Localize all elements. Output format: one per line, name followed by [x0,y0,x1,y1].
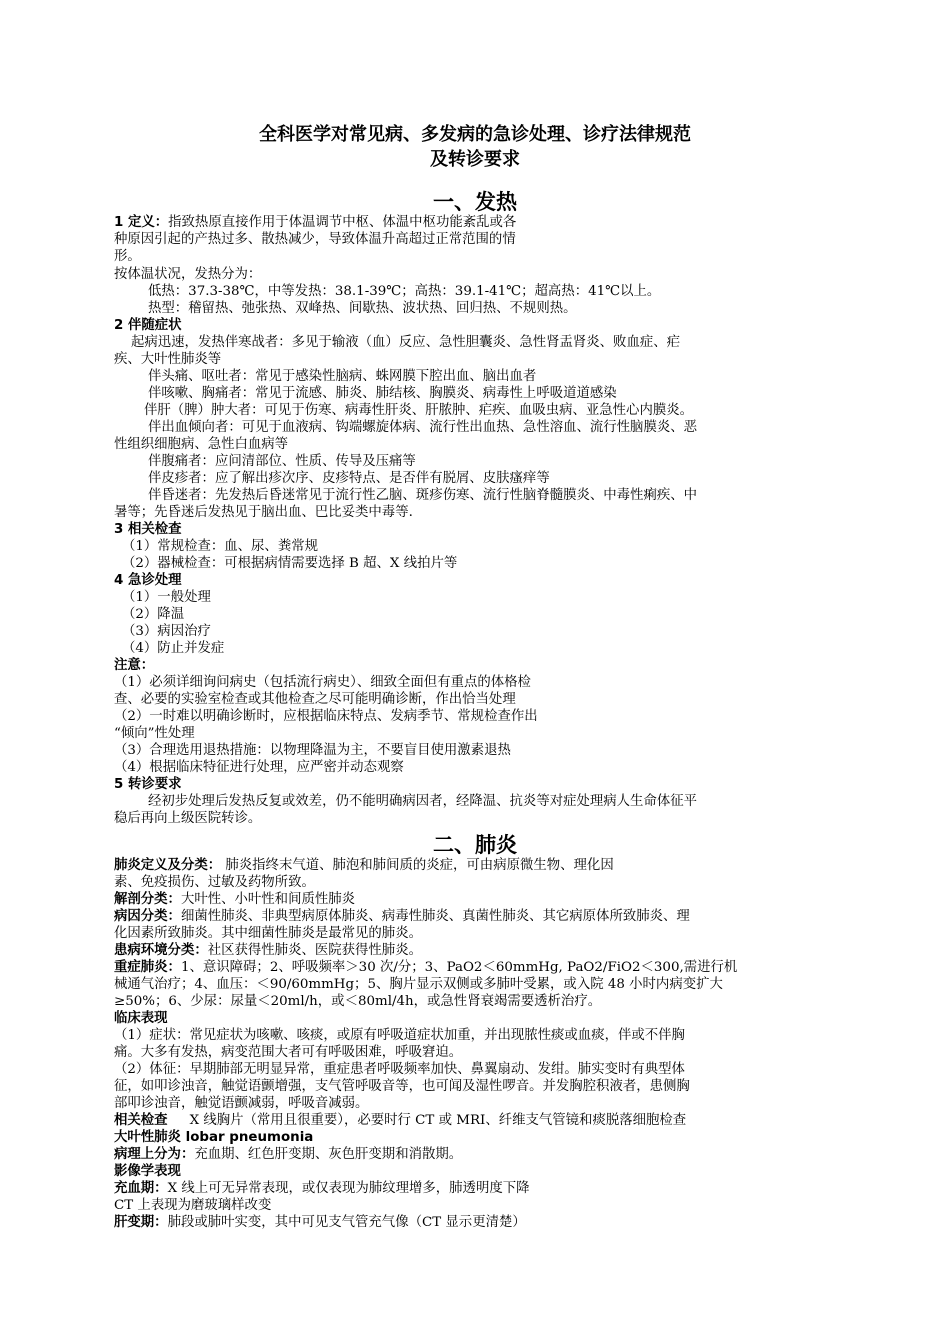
subheading: 3 相关检查 [114,522,182,537]
term-text: 肺炎指终末气道、肺泡和肺间质的炎症，可由病原微生物、理化因 [221,858,614,873]
term-label: 病因分类： [114,909,181,924]
text-line: 部叩诊浊音，触觉语颤减弱，呼吸音减弱。 [114,1096,369,1111]
text-line [114,942,422,959]
text-line: 查、必要的实验室检查或其他检查之尽可能明确诊断，作出恰当处理 [114,692,516,707]
term-text: 充血期、红色肝变期、灰色肝变期和消散期。 [194,1147,463,1162]
text-line [114,1214,526,1231]
document-title-line-2: 及转诊要求 [430,149,520,170]
fever-definition [114,214,516,231]
subheading: 注意： [114,658,155,673]
text-line: （1）必须详细询问病史（包括流行病史）、细致全面但有重点的体格检 [114,675,531,690]
term-label: 病理上分为： [114,1147,195,1162]
subheading: 2 伴随症状 [114,318,182,333]
subheading: 大叶性肺炎 lobar pneumonia [114,1130,314,1145]
term-label: 相关检查 [114,1113,168,1128]
document-title-line-1: 全科医学对常见病、多发病的急诊处理、诊疗法律规范 [259,124,691,145]
text-line [114,1112,686,1129]
text-line: 素、免疫损伤、过敏及药物所致。 [114,875,315,890]
term-label: 肝变期： [114,1215,168,1230]
subheading: 临床表现 [114,1011,168,1026]
text-line: CT 上表现为磨玻璃样改变 [114,1198,272,1213]
text-line: （2）器械检查：可根据病情需要选择 B 超、X 线拍片等 [122,556,458,571]
text-line [114,959,737,976]
text-line: 经初步处理后发热反复或效差，仍不能明确病因者，经降温、抗炎等对症处理病人生命体征平 [148,794,698,809]
term-text: 细菌性肺炎、非典型病原体肺炎、病毒性肺炎、真菌性肺炎、其它病原体所致肺炎、理 [180,909,690,924]
text-line [114,857,614,874]
text-line: 性组织细胞病、急性白血病等 [114,437,289,452]
text-line: 种原因引起的产热过多、散热减少，导致体温升高超过正常范围的情 [114,232,516,247]
subheading: 4 急诊处理 [114,573,182,588]
term-text: 大叶性、小叶性和间质性肺炎 [180,892,356,907]
list-item: （1）一般处理 [122,590,211,605]
text-line: 暑等；先昏迷后发热见于脑出血、巴比妥类中毒等. [114,505,413,520]
text-line: 伴皮疹者：应了解出疹次序、皮疹特点、是否伴有脱屑、皮肤瘙痒等 [148,471,550,486]
text-line [114,1146,462,1163]
text-line: 征，如叩诊浊音，触觉语颤增强，支气管呼吸音等，也可闻及湿性啰音。并发胸腔积液者，患侧胸 [114,1079,690,1094]
text-line: 按体温状况，发热分为： [114,267,262,282]
text-line: （1）常规检查：血、尿、粪常规 [122,539,318,554]
term-text: 肺段或肺叶实变，其中可见支气管充气像（CT 显示更清楚） [167,1215,526,1230]
list-item: （3）病因治疗 [122,624,211,639]
term-label: 解剖分类： [114,892,181,907]
text-line: 热型：稽留热、弛张热、双峰热、间歇热、波状热、回归热、不规则热。 [148,301,577,316]
text-line: 伴昏迷者：先发热后昏迷常见于流行性乙脑、斑疹伤寒、流行性脑脊髓膜炎、中毒性痢疾、中 [148,488,698,503]
text-line [114,1180,530,1197]
text-line: 起病迅速，发热伴寒战者：多见于输液（血）反应、急性胆囊炎、急性肾盂肾炎、败血症、疟 [131,335,681,350]
list-item: （2）降温 [122,607,185,622]
subheading: 5 转诊要求 [114,777,182,792]
section-heading-fever: 一、发热 [433,190,517,214]
term-label: 重症肺炎： [114,960,181,975]
text-line: 形。 [114,249,141,264]
term-label: 肺炎定义及分类： [114,858,222,873]
text-line: （4）根据临床特征进行处理，应严密并动态观察 [114,760,404,775]
term-text: 1、意识障碍；2、呼吸频率＞30 次/分；3、PaO2＜60mmHg, PaO2/FiO2＜300,需进行机 [180,960,738,975]
text-line: 伴出血倾向者：可见于血液病、钩端螺旋体病、流行性出血热、急性溶血、流行性脑膜炎、恶 [148,420,698,435]
text-line: 稳后再向上级医院转诊。 [114,811,262,826]
subheading: 影像学表现 [114,1164,181,1179]
text-line: （2）体征：早期肺部无明显异常，重症患者呼吸频率加快、鼻翼扇动、发绀。肺实变时有典型体 [114,1062,685,1077]
text-line: （1）症状：常见症状为咳嗽、咳痰，或原有呼吸道症状加重，并出现脓性痰或血痰，伴或不伴胸 [114,1028,685,1043]
text-line: 痛。大多有发热，病变范围大者可有呼吸困难，呼吸窘迫。 [114,1045,463,1060]
term-label: 充血期： [114,1181,168,1196]
text-line: 疾、大叶性肺炎等 [114,352,222,367]
text-line: 伴肝（脾）肿大者：可见于伤寒、病毒性肝炎、肝脓肿、疟疾、血吸虫病、亚急性心内膜炎。 [144,403,694,418]
text-line: （3）合理选用退热措施：以物理降温为主，不要盲目使用激素退热 [114,743,511,758]
text-line: 伴咳嗽、胸痛者：常见于流感、肺炎、肺结核、胸膜炎、病毒性上呼吸道道感染 [148,386,617,401]
text-line: “倾向”性处理 [114,726,195,741]
text-line [114,908,690,925]
fever-definition-label: 1 定义： [114,215,169,230]
text-line: （2）一时难以明确诊断时，应根据临床特点、发病季节、常规检查作出 [114,709,538,724]
list-item: （4）防止并发症 [122,641,225,656]
text-line: 伴腹痛者：应问清部位、性质、传导及压痛等 [148,454,416,469]
term-text: X 线胸片（常用且很重要），必要时行 CT 或 MRI、纤维支气管镜和痰脱落细胞检查 [189,1113,687,1128]
fever-definition-text: 指致热原直接作用于体温调节中枢、体温中枢功能紊乱或各 [168,215,517,230]
section-heading-pneumonia: 二、肺炎 [433,833,517,857]
text-line: 低热：37.3-38℃，中等发热：38.1-39℃；高热：39.1-41℃；超高热：41℃以上。 [148,284,661,299]
text-line: 伴头痛、呕吐者：常见于感染性脑病、蛛网膜下腔出血、脑出血者 [148,369,537,384]
text-line: ≥50%；6、少尿：尿量＜20ml/h，或＜80ml/4h，或急性肾衰竭需要透析治疗。 [114,994,602,1009]
term-text: 社区获得性肺炎、医院获得性肺炎。 [207,943,422,958]
term-label: 患病环境分类： [114,943,208,958]
text-line: 化因素所致肺炎。其中细菌性肺炎是最常见的肺炎。 [114,926,422,941]
text-line [114,891,355,908]
term-text: X 线上可无异常表现，或仅表现为肺纹理增多，肺透明度下降 [167,1181,530,1196]
text-line: 械通气治疗；4、血压：＜90/60mmHg；5、胸片显示双侧或多肺叶受累，或入院 48 小时内病变扩大 [114,977,723,992]
